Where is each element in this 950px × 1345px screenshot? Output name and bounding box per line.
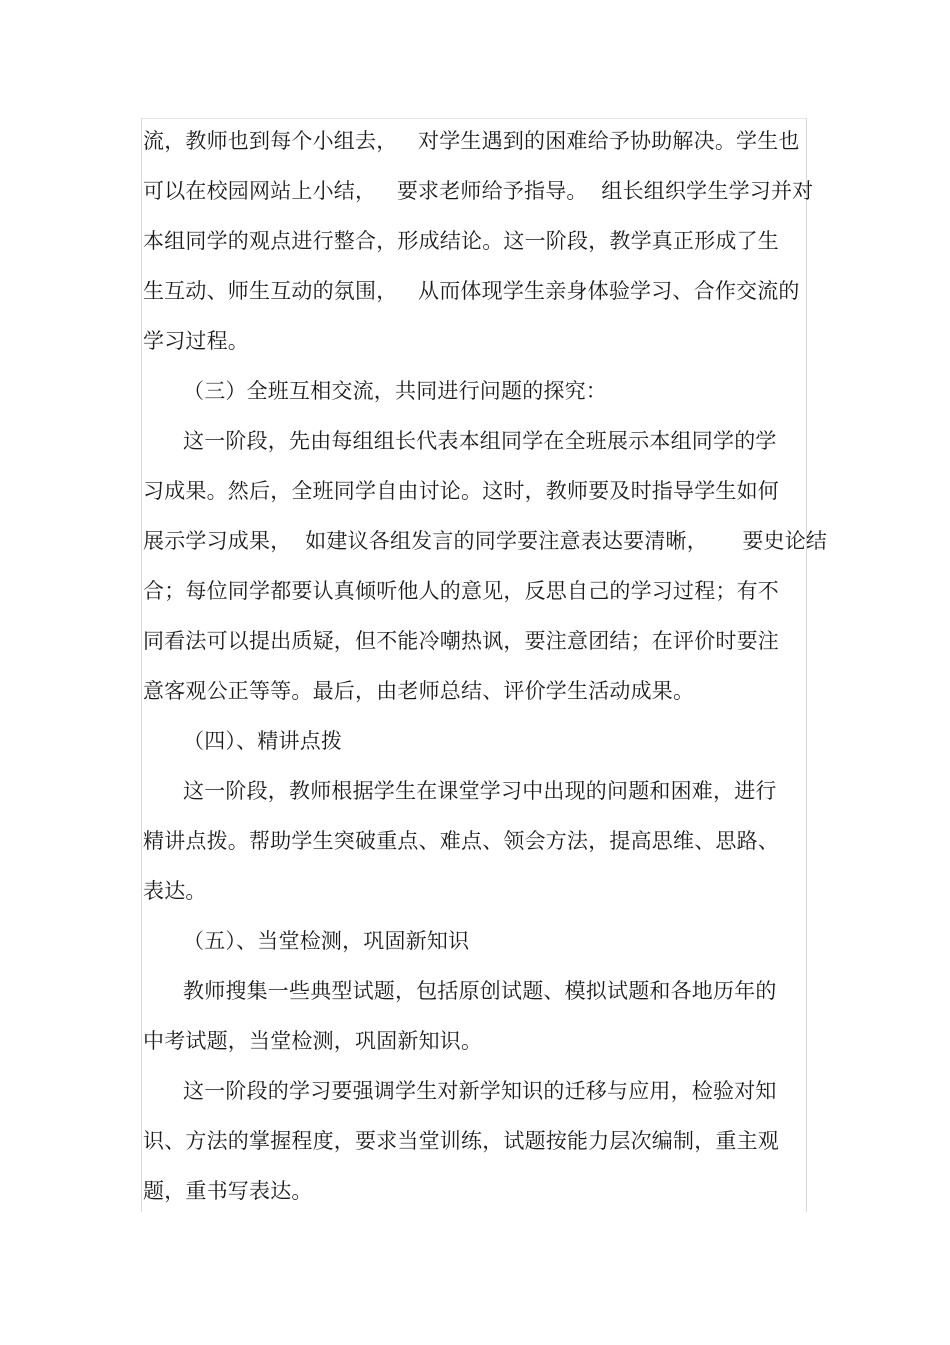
- text-line: 可以在校园网站上小结， 要求老师给予指导。 组长组织学生学习并对: [143, 179, 814, 203]
- text-line: 展示学习成果， 如建议各组发言的同学要注意表达要清晰， 要史论结: [143, 529, 828, 553]
- text-line: 识、方法的掌握程度，要求当堂训练，试题按能力层次编制，重主观: [143, 1129, 779, 1153]
- text-line: 中考试题，当堂检测，巩固新知识。: [143, 1029, 483, 1053]
- text-line: 流，教师也到每个小组去， 对学生遇到的困难给予协助解决。学生也: [143, 129, 800, 153]
- text-line: 同看法可以提出质疑，但不能冷嘲热讽，要注意团结；在评价时要注: [143, 629, 779, 653]
- text-line: 习成果。然后，全班同学自由讨论。这时，教师要及时指导学生如何: [143, 479, 779, 503]
- paragraph-first-line: 这一阶段的学习要强调学生对新学知识的迁移与应用，检验对知: [183, 1079, 777, 1103]
- paragraph-first-line: 这一阶段，先由每组组长代表本组同学在全班展示本组同学的学: [183, 429, 777, 453]
- paragraph-first-line: 教师搜集一些典型试题，包括原创试题、模拟试题和各地历年的: [183, 979, 777, 1003]
- text-line: 精讲点拨。帮助学生突破重点、难点、领会方法，提高思维、思路、: [143, 829, 779, 853]
- section-heading: （五）、当堂检测，巩固新知识: [183, 929, 470, 953]
- text-line: 学习过程。: [143, 329, 249, 353]
- text-line: 生互动、师生互动的氛围， 从而体现学生亲身体验学习、合作交流的: [143, 279, 800, 303]
- text-line: 合；每位同学都要认真倾听他人的意见，反思自己的学习过程；有不: [143, 579, 779, 603]
- section-heading: （四）、精讲点拨: [183, 729, 343, 753]
- section-heading: （三）全班互相交流，共同进行问题的探究：: [183, 379, 607, 403]
- text-line: 表达。: [143, 879, 207, 903]
- text-line: 意客观公正等等。最后，由老师总结、评价学生活动成果。: [143, 679, 695, 703]
- text-line: 本组同学的观点进行整合，形成结论。这一阶段，教学真正形成了生: [143, 229, 779, 253]
- paragraph-first-line: 这一阶段，教师根据学生在课堂学习中出现的问题和困难，进行: [183, 779, 777, 803]
- text-line: 题，重书写表达。: [143, 1179, 313, 1203]
- page-top-edge: [142, 118, 806, 119]
